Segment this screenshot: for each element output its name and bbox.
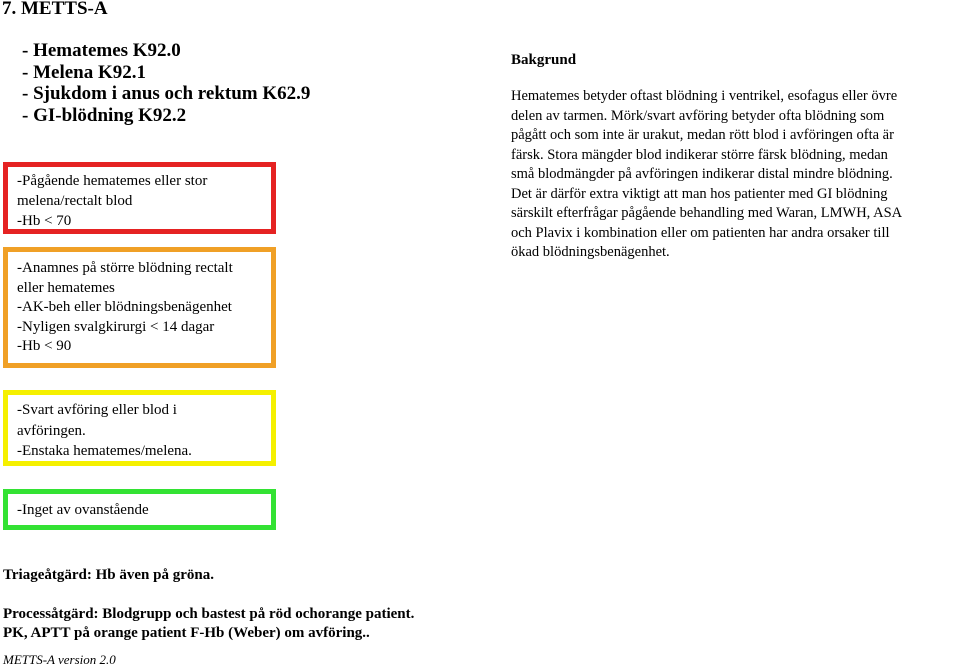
- diagnosis-code-list: [22, 40, 310, 126]
- triage-action: Triageåtgärd: Hb även på gröna.: [3, 567, 214, 583]
- green-priority-box: [3, 489, 276, 530]
- yellow-priority-box: [3, 390, 276, 466]
- background-line: ökad blödningsbenägenhet.: [511, 244, 670, 260]
- diagnosis-code-item: - Melena K92.1: [22, 61, 147, 83]
- diagnosis-code-item: - Sjukdom i anus och rektum K62.9: [22, 83, 311, 104]
- criterion-line: -Inget av ovanstående: [17, 502, 149, 518]
- criterion-line: -Hb < 70: [17, 213, 72, 229]
- criterion-line: eller hematemes: [17, 279, 115, 296]
- criterion-line: -Pågående hematemes eller stor: [17, 173, 208, 189]
- background-line: Hematemes betyder oftast blödning i ventrikel, esofagus eller övre: [511, 88, 898, 104]
- background-text: [511, 87, 960, 263]
- background-line: färsk. Stora mängder blod indikerar större färsk blödning, medan: [511, 146, 888, 163]
- diagnosis-code-item: - Hematemes K92.0: [22, 40, 181, 61]
- criterion-line: -Svart avföring eller blod i: [17, 402, 177, 418]
- criterion-line: avföringen.: [17, 422, 86, 439]
- background-line: små blodmängder på avföringen indikerar distal mindre blödning.: [511, 166, 893, 182]
- criterion-line: -Hb < 90: [17, 338, 72, 354]
- background-line: pågått och som inte är urakut, medan rött blod i avföringen ofta är: [511, 127, 894, 143]
- page-title: 7. METTS-A: [2, 0, 108, 19]
- criterion-line: -Enstaka hematemes/melena.: [17, 443, 192, 459]
- criterion-line: -AK-beh eller blödningsbenägenhet: [17, 299, 232, 315]
- process-action-line: PK, APTT på orange patient F-Hb (Weber) om avföring..: [3, 625, 370, 641]
- process-action-line: Processåtgärd: Blodgrupp och bastest på röd ochorange patient.: [3, 606, 415, 622]
- criterion-line: -Anamnes på större blödning rectalt: [17, 260, 233, 276]
- background-line: delen av tarmen. Mörk/svart avföring betyder ofta blödning som: [511, 107, 885, 124]
- background-section: [511, 52, 960, 263]
- criterion-line: melena/rectalt blod: [17, 193, 133, 209]
- background-line: särskilt efterfrågar pågående behandling med Waran, LMWH, ASA: [511, 205, 903, 221]
- red-priority-box: [3, 162, 276, 234]
- diagnosis-code-item: - GI-blödning K92.2: [22, 104, 187, 126]
- background-line: och Plavix i kombination eller om patienten har andra orsaker till: [511, 224, 890, 241]
- version-label: METTS-A version 2.0: [3, 652, 116, 667]
- background-heading: Bakgrund: [511, 52, 577, 68]
- background-line: Det är därför extra viktigt att man hos patienter med GI blödning: [511, 185, 888, 202]
- orange-priority-box: [3, 247, 276, 368]
- criterion-line: -Nyligen svalgkirurgi < 14 dagar: [17, 318, 215, 335]
